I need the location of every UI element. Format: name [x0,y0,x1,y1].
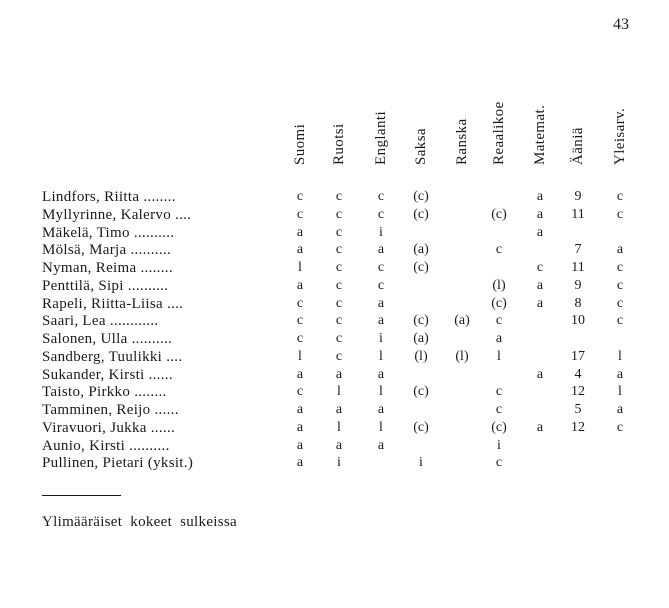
grade-cell: a [536,189,544,204]
grade-cell: c [377,260,385,275]
grade-cell: a [536,366,544,382]
grade-cell: 4 [574,366,582,382]
grade-cell: l [618,348,622,364]
grade-cell: (c) [413,384,429,400]
grade-cell: a [377,366,385,382]
grade-cell: c [335,189,343,204]
grade-cell: (c) [413,313,429,329]
table-row [0,313,669,331]
student-name: Mäkelä, Timo .......... [42,224,175,241]
column-header-2: Ruotsi [331,123,347,165]
table-row [0,207,669,225]
grade-cell: (c) [491,206,507,222]
student-name: Pullinen, Pietari (yksit.) [42,455,194,472]
column-header-9: Yleisarv. [612,107,628,165]
column-header-8: Ääniä [570,127,586,165]
student-name: Sandberg, Tuulikki .... [42,348,183,365]
grade-cell: 12 [571,384,585,400]
grade-cell: a [296,402,304,417]
grade-cell: a [377,402,385,417]
grade-cell: a [536,295,544,311]
grade-cell: 10 [571,313,585,329]
grade-cell: (l) [492,277,506,293]
column-header-4: Saksa [413,128,429,165]
grade-cell: a [536,277,544,293]
grade-cell: a [536,224,544,240]
grade-cell: 11 [571,260,585,275]
grade-cell: (c) [413,419,429,435]
table-row [0,420,669,438]
grade-cell: a [495,331,503,346]
grade-cell: c [377,277,385,293]
grade-cell: c [536,260,544,275]
grade-cell: i [337,455,341,471]
grade-cell: (c) [413,260,429,275]
grade-cell: c [616,313,624,329]
grade-cell: 17 [571,348,585,364]
grade-cell: a [296,277,304,293]
grade-cell: 9 [574,277,582,293]
grade-cell: 9 [574,189,582,204]
grade-cell: c [616,206,624,222]
student-name: Myllyrinne, Kalervo .... [42,206,192,223]
table-row [0,296,669,314]
table-row [0,349,669,367]
grade-cell: l [298,348,302,364]
table-row [0,242,669,260]
grade-cell: c [616,277,624,293]
grade-cell: c [296,189,304,204]
grade-cell: c [296,206,304,222]
grade-cell: c [335,331,343,346]
grade-cell: i [419,455,423,471]
column-header-5: Ranska [454,118,470,165]
grade-cell: c [296,331,304,346]
grade-cell: l [298,260,302,275]
grade-cell: a [616,402,624,417]
grade-cell: c [335,224,343,240]
grade-cell: c [616,295,624,311]
grade-cell: (l) [414,348,428,364]
student-name: Taisto, Pirkko ........ [42,384,167,401]
student-name: Tamminen, Reijo ...... [42,402,179,418]
grade-cell: a [377,295,385,311]
table-row [0,331,669,349]
grade-cell: c [296,384,304,400]
table-row [0,278,669,296]
grade-cell: c [335,242,343,258]
grade-cell: 8 [574,295,582,311]
grade-cell: a [296,437,304,453]
grade-cell: c [335,206,343,222]
grade-cell: l [497,348,501,364]
grade-cell: a [616,366,624,382]
footnote-rule [42,495,121,496]
grade-cell: 5 [574,402,582,417]
grade-cell: (c) [491,295,507,311]
student-name: Sukander, Kirsti ...... [42,366,173,383]
grade-cell: a [377,242,385,258]
grade-cell: l [379,419,383,435]
column-header-7: Matemat. [532,104,548,165]
grade-cell: c [335,260,343,275]
grade-cell: l [379,384,383,400]
grade-cell: c [296,313,304,329]
grade-cell: a [536,419,544,435]
grade-cell: (c) [491,419,507,435]
grade-cell: a [296,366,304,382]
grade-cell: c [495,242,503,258]
grade-cell: c [296,295,304,311]
table-row [0,402,669,420]
grade-cell: a [377,437,385,453]
grade-cell: a [296,455,304,471]
grade-cell: l [337,384,341,400]
grade-cell: c [616,419,624,435]
grade-cell: c [335,348,343,364]
footnote: Ylimääräiset kokeet sulkeissa [42,514,237,530]
grade-cell: l [379,348,383,364]
student-name: Mölsä, Marja .......... [42,242,171,259]
column-header-3: Englanti [373,110,389,165]
grade-cell: (l) [455,348,469,364]
grade-cell: c [495,313,503,329]
grade-cell: (a) [454,313,470,329]
grade-cell: a [296,419,304,435]
student-name: Saari, Lea ............ [42,313,159,330]
page-number: 43 [613,16,629,33]
grade-cell: (a) [413,242,429,258]
grade-cell: a [296,224,304,240]
grade-cell: a [335,402,343,417]
grade-cell: a [335,366,343,382]
grade-cell: (a) [413,331,429,346]
grade-cell: l [618,384,622,400]
grade-cell: c [495,455,503,471]
grade-cell: c [377,189,385,204]
grade-cell: c [335,295,343,311]
grade-cell: a [377,313,385,329]
grade-cell: (c) [413,189,429,204]
grade-cell: l [337,419,341,435]
table-row [0,455,669,473]
grade-cell: c [335,277,343,293]
grade-cell: c [616,189,624,204]
table-row [0,384,669,402]
student-name: Nyman, Reima ........ [42,260,173,276]
grade-cell: c [616,260,624,275]
grade-cell: c [495,402,503,417]
grade-cell: c [335,313,343,329]
grade-cell: c [495,384,503,400]
column-header-6: Reaalikoe [491,101,507,165]
grade-cell: 7 [574,242,582,258]
grade-cell: a [335,437,343,453]
student-name: Rapeli, Riitta-Liisa .... [42,295,184,312]
grade-cell: (c) [413,206,429,222]
student-name: Penttilä, Sipi .......... [42,277,169,294]
table-row [0,260,669,278]
grade-cell: a [296,242,304,258]
grade-cell: a [536,206,544,222]
grade-cell: 12 [571,419,585,435]
grade-cell: i [379,331,383,346]
student-name: Viravuori, Jukka ...... [42,419,176,436]
table-row [0,367,669,385]
table-row [0,225,669,243]
table-row [0,189,669,207]
student-name: Aunio, Kirsti .......... [42,437,170,454]
grade-cell: a [616,242,624,258]
table-row [0,438,669,456]
student-name: Salonen, Ulla .......... [42,331,173,347]
student-name: Lindfors, Riitta ........ [42,189,176,205]
grade-cell: 11 [571,206,585,222]
grade-cell: i [379,224,383,240]
grade-cell: c [377,206,385,222]
column-header-1: Suomi [292,123,308,165]
grade-cell: i [497,437,501,453]
